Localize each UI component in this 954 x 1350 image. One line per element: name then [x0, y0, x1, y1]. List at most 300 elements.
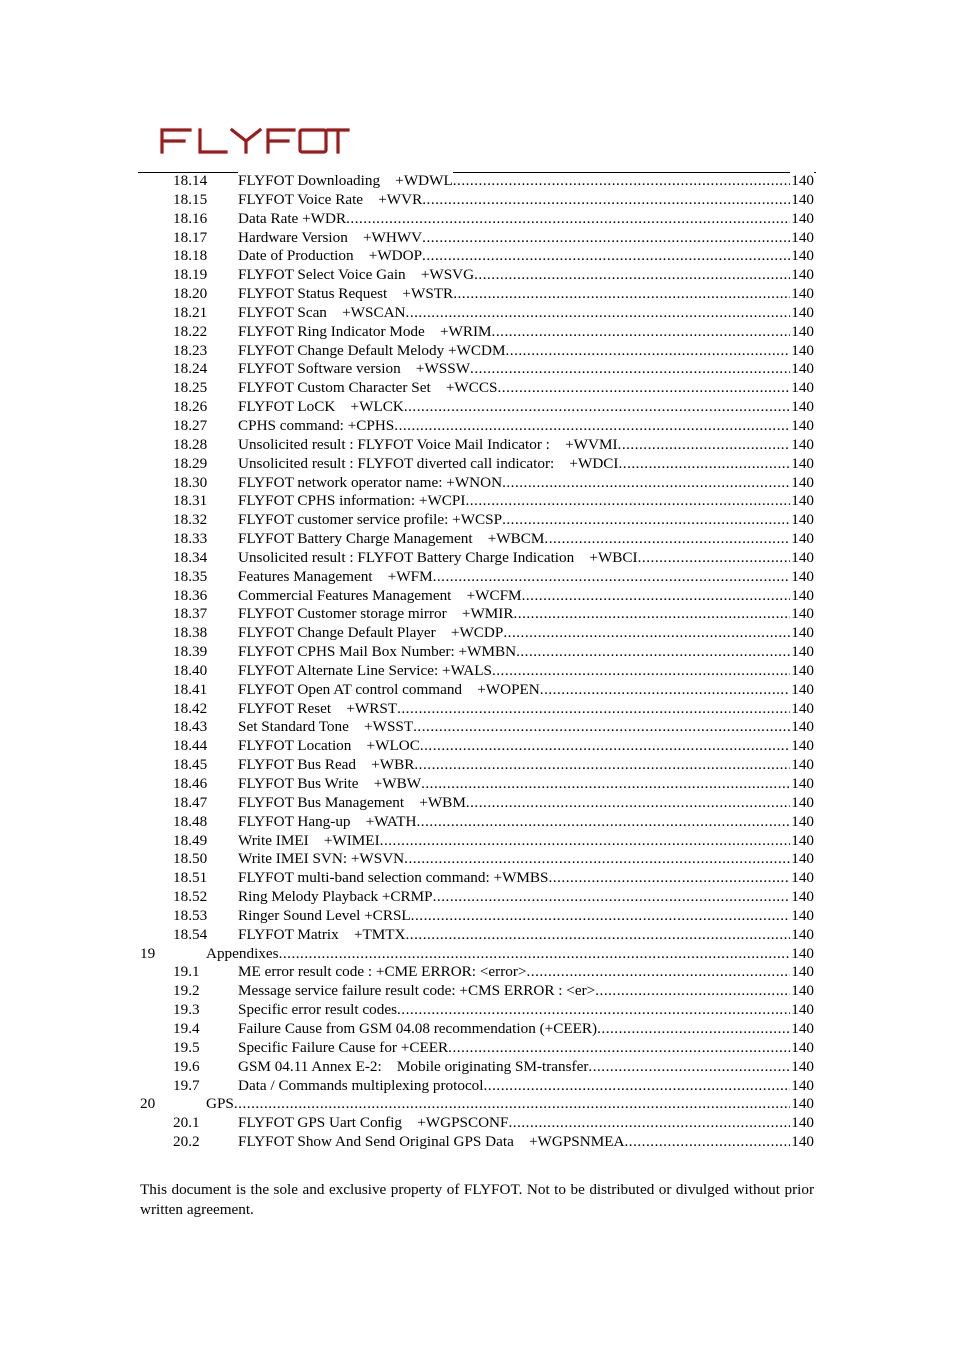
toc-entry-body	[238, 926, 814, 945]
toc-entry-page: 140	[791, 888, 814, 906]
toc-entry-body	[238, 681, 814, 700]
toc-dot-leader	[484, 1077, 791, 1096]
flyfot-logo	[160, 126, 350, 156]
toc-entry[interactable]	[140, 832, 814, 851]
toc-entry-body	[238, 794, 814, 813]
toc-entry-title: FLYFOT Location +WLOC	[238, 737, 420, 755]
toc-entry-body	[238, 549, 814, 568]
toc-entry[interactable]	[140, 869, 814, 888]
toc-entry[interactable]	[140, 511, 814, 530]
toc-entry[interactable]	[140, 718, 814, 737]
toc-dot-leader	[492, 662, 790, 681]
toc-entry-number: 18.26	[173, 398, 208, 416]
toc-entry-number: 18.24	[173, 360, 208, 378]
toc-dot-leader	[544, 530, 790, 549]
toc-dot-leader	[618, 436, 791, 455]
toc-entry-number: 18.37	[173, 605, 208, 623]
toc-entry[interactable]	[140, 191, 814, 210]
toc-entry[interactable]	[140, 850, 814, 869]
toc-entry-page: 140	[791, 756, 814, 774]
toc-entry[interactable]	[140, 1039, 814, 1058]
toc-entry[interactable]	[140, 624, 814, 643]
toc-entry-title: Write IMEI +WIMEI	[238, 831, 380, 849]
toc-entry-number: 18.44	[173, 737, 208, 755]
toc-dot-leader	[516, 643, 790, 662]
toc-entry-body	[238, 718, 814, 737]
toc-entry-page: 140	[791, 850, 814, 868]
toc-entry-body	[238, 511, 814, 530]
toc-entry-body	[238, 417, 814, 436]
toc-entry[interactable]	[140, 474, 814, 493]
toc-entry[interactable]	[140, 492, 814, 511]
toc-entry-title: Ringer Sound Level +CRSL	[238, 906, 411, 924]
toc-entry-body	[238, 869, 814, 888]
toc-entry-number: 18.14	[173, 172, 208, 189]
toc-entry-title: ME error result code : +CME ERROR: <error>	[238, 963, 527, 981]
toc-entry-number: 19.7	[173, 1076, 200, 1094]
toc-dot-leader	[421, 775, 790, 794]
toc-entry-page: 140	[791, 1133, 814, 1151]
toc-entry-body	[238, 756, 814, 775]
toc-entry[interactable]	[140, 342, 814, 361]
toc-entry-page: 140	[791, 530, 814, 548]
toc-entry-page: 140	[791, 925, 814, 943]
toc-entry-title: GSM 04.11 Annex E-2: Mobile originating SM-transfer	[238, 1057, 589, 1075]
toc-dot-leader	[502, 474, 790, 493]
toc-entry-body	[238, 285, 814, 304]
toc-entry-page: 140	[791, 228, 814, 246]
toc-dot-leader	[346, 210, 790, 229]
toc-entry-page: 140	[791, 1114, 814, 1132]
toc-entry-title: Ring Melody Playback +CRMP	[238, 888, 433, 906]
toc-entry-page: 140	[791, 1057, 814, 1075]
toc-entry[interactable]	[140, 888, 814, 907]
toc-entry[interactable]	[140, 982, 814, 1001]
toc-entry-page: 140	[791, 172, 814, 189]
toc-entry-body	[238, 568, 814, 587]
toc-entry-body	[238, 605, 814, 624]
toc-entry[interactable]	[140, 587, 814, 606]
toc-entry-body	[238, 587, 814, 606]
toc-entry-page: 140	[791, 963, 814, 981]
toc-entry-body	[238, 1039, 814, 1058]
toc-entry-title: FLYFOT LoCK +WLCK	[238, 398, 404, 416]
toc-entry-title: FLYFOT Voice Rate +WVR	[238, 190, 423, 208]
toc-entry-page: 140	[791, 379, 814, 397]
toc-entry-body	[238, 813, 814, 832]
toc-dot-leader	[380, 832, 791, 851]
toc-entry-page: 140	[791, 605, 814, 623]
toc-entry-number: 18.45	[173, 756, 208, 774]
toc-entry-title: FLYFOT multi-band selection command: +WMBS	[238, 869, 549, 887]
toc-entry[interactable]	[140, 436, 814, 455]
toc-dot-leader	[394, 417, 790, 436]
toc-entry-number: 18.47	[173, 793, 208, 811]
toc-entry-number: 18.29	[173, 454, 208, 472]
toc-entry-page: 140	[791, 586, 814, 604]
toc-entry-body	[238, 963, 814, 982]
toc-entry[interactable]	[140, 323, 814, 342]
toc-dot-leader	[448, 1039, 790, 1058]
toc-entry-title: Data / Commands multiplexing protocol	[238, 1076, 484, 1094]
toc-dot-leader	[406, 926, 791, 945]
toc-entry-page: 140	[791, 567, 814, 585]
toc-entry[interactable]	[140, 737, 814, 756]
toc-entry[interactable]	[140, 1077, 814, 1096]
toc-entry-title: FLYFOT Matrix +TMTX	[238, 925, 406, 943]
toc-dot-leader	[508, 1114, 790, 1133]
toc-entry[interactable]	[140, 1114, 814, 1133]
toc-entry[interactable]	[140, 813, 814, 832]
toc-entry-page: 140	[791, 775, 814, 792]
toc-dot-leader	[505, 342, 790, 361]
toc-entry[interactable]	[140, 963, 814, 982]
toc-entry-body	[238, 474, 814, 493]
toc-entry[interactable]	[140, 398, 814, 417]
toc-entry-body	[238, 982, 814, 1001]
toc-entry[interactable]	[140, 417, 814, 436]
toc-entry-number: 18.39	[173, 643, 208, 661]
toc-entry-page: 140	[791, 416, 814, 434]
toc-entry-title: FLYFOT Bus Write +WBW	[238, 775, 422, 792]
toc-entry-title: Unsolicited result : FLYFOT diverted call indicator: +WDCI	[238, 454, 619, 472]
toc-entry-title: FLYFOT customer service profile: +WCSP	[238, 511, 503, 529]
toc-entry-title: Message service failure result code: +CMS ERROR : <er>	[238, 982, 596, 1000]
toc-entry-page: 140	[791, 812, 814, 830]
toc-entry-body	[238, 1114, 814, 1133]
toc-entry-title: Failure Cause from GSM 04.08 recommendation (+CEER)	[238, 1019, 598, 1037]
toc-entry-title: FLYFOT Customer storage mirror +WMIR	[238, 605, 514, 623]
toc-dot-leader	[540, 681, 790, 700]
toc-entry-title: FLYFOT Battery Charge Management +WBCM	[238, 530, 545, 548]
toc-entry-title: FLYFOT Downloading +WDWL	[238, 172, 453, 189]
toc-entry[interactable]	[140, 549, 814, 568]
toc-dot-leader	[624, 1133, 790, 1152]
confidentiality-notice: This document is the sole and exclusive property of FLYFOT. Not to be distributed or divulged without prior written agreement.	[140, 1181, 814, 1218]
toc-entry-title: CPHS command: +CPHS	[238, 416, 395, 434]
toc-entry-title: Write IMEI SVN: +WSVN	[238, 850, 405, 868]
toc-dot-leader	[492, 323, 791, 342]
toc-entry-title: FLYFOT Hang-up +WATH	[238, 812, 417, 830]
toc-entry-page: 140	[791, 435, 814, 453]
toc-entry-title: FLYFOT Bus Read +WBR	[238, 756, 415, 774]
toc-dot-leader	[416, 813, 790, 832]
toc-entry-title: FLYFOT network operator name: +WNON	[238, 473, 503, 491]
toc-entry-body	[238, 455, 814, 474]
toc-entry-body	[238, 266, 814, 285]
toc-entry-body	[238, 210, 814, 229]
toc-entry-body	[206, 1095, 814, 1114]
toc-entry-title: Specific Failure Cause for +CEER	[238, 1038, 449, 1056]
toc-entry-title: Unsolicited result : FLYFOT Voice Mail Indicator : +WVMI	[238, 435, 618, 453]
toc-entry-body	[238, 1058, 814, 1077]
toc-entry-body	[238, 643, 814, 662]
toc-entry-page: 140	[791, 944, 814, 962]
toc-entry-body	[238, 172, 814, 191]
toc-entry-page: 140	[791, 718, 814, 736]
toc-entry[interactable]	[140, 926, 814, 945]
toc-entry-page: 140	[791, 737, 814, 755]
toc-entry-number: 18.53	[173, 906, 208, 924]
toc-entry-page: 140	[791, 982, 814, 1000]
toc-dot-leader	[503, 624, 790, 643]
toc-entry[interactable]	[140, 907, 814, 926]
toc-entry-number: 19.6	[173, 1057, 200, 1075]
toc-entry-title: FLYFOT Scan +WSCAN	[238, 303, 406, 321]
toc-entry-body	[238, 229, 814, 248]
toc-entry-body	[238, 530, 814, 549]
toc-entry-page: 140	[791, 680, 814, 698]
toc-entry-number: 18.46	[173, 775, 208, 792]
toc-entry[interactable]	[140, 379, 814, 398]
toc-entry-title: FLYFOT Select Voice Gain +WSVG	[238, 266, 475, 284]
toc-entry-number: 18.22	[173, 322, 208, 340]
toc-entry-number: 18.31	[173, 492, 208, 510]
toc-entry-number: 18.28	[173, 435, 208, 453]
toc-entry[interactable]	[140, 530, 814, 549]
toc-entry-body	[238, 492, 814, 511]
toc-entry-page: 140	[791, 793, 814, 811]
toc-entry-title: FLYFOT Software version +WSSW	[238, 360, 471, 378]
toc-entry-page: 140	[791, 303, 814, 321]
toc-dot-leader	[549, 869, 791, 888]
toc-entry-number: 18.48	[173, 812, 208, 830]
toc-dot-leader	[588, 1058, 790, 1077]
toc-entry-title: Set Standard Tone +WSST	[238, 718, 414, 736]
toc-dot-leader	[234, 1095, 790, 1114]
toc-entry-body	[238, 191, 814, 210]
toc-entry-page: 140	[791, 247, 814, 265]
toc-entry-body	[238, 850, 814, 869]
toc-dot-leader	[422, 229, 790, 248]
toc-entry-number: 20	[140, 1095, 156, 1113]
toc-entry-body	[238, 775, 814, 794]
toc-entry[interactable]	[140, 643, 814, 662]
toc-entry-page: 140	[791, 548, 814, 566]
toc-entry-page: 140	[791, 699, 814, 717]
toc-entry-number: 19	[140, 944, 156, 962]
toc-dot-leader	[279, 945, 791, 964]
toc-entry-body	[238, 304, 814, 323]
toc-entry-number: 18.49	[173, 831, 208, 849]
toc-entry-body	[238, 398, 814, 417]
toc-entry-title: FLYFOT CPHS Mail Box Number: +WMBN	[238, 643, 517, 661]
toc-entry-number: 18.38	[173, 624, 208, 642]
toc-entry-number: 18.23	[173, 341, 208, 359]
toc-entry-number: 18.16	[173, 209, 208, 227]
toc-entry-number: 18.27	[173, 416, 208, 434]
toc-entry-title: FLYFOT Custom Character Set +WCCS	[238, 379, 498, 397]
toc-entry-page: 140	[791, 1095, 814, 1113]
toc-entry-number: 18.34	[173, 548, 208, 566]
toc-entry[interactable]	[140, 794, 814, 813]
toc-entry-number: 18.15	[173, 190, 208, 208]
toc-entry-number: 20.1	[173, 1114, 200, 1132]
toc-entry-page: 140	[791, 1001, 814, 1019]
toc-dot-leader	[502, 511, 790, 530]
toc-entry-page: 140	[791, 1038, 814, 1056]
toc-entry-body	[238, 1077, 814, 1096]
toc-entry-body	[238, 323, 814, 342]
toc-dot-leader	[466, 794, 790, 813]
toc-entry[interactable]	[140, 1020, 814, 1039]
toc-entry-number: 18.52	[173, 888, 208, 906]
toc-entry-number: 18.30	[173, 473, 208, 491]
toc-dot-leader	[513, 605, 790, 624]
toc-entry-body	[238, 907, 814, 926]
toc-entry-number: 18.33	[173, 530, 208, 548]
toc-entry-title: FLYFOT Change Default Melody +WCDM	[238, 341, 506, 359]
toc-entry[interactable]	[140, 360, 814, 379]
toc-entry[interactable]	[140, 455, 814, 474]
toc-dot-leader	[526, 963, 790, 982]
toc-entry-number: 19.3	[173, 1001, 200, 1019]
toc-entry-body	[238, 1020, 814, 1039]
toc-entry-title: FLYFOT Reset +WRST	[238, 699, 398, 717]
toc-entry-page: 140	[791, 473, 814, 491]
toc-entry-page: 140	[791, 1076, 814, 1094]
toc-entry-page: 140	[791, 661, 814, 679]
toc-entry[interactable]	[140, 568, 814, 587]
toc-entry-page: 140	[791, 906, 814, 924]
toc-entry-title: FLYFOT Status Request +WSTR	[238, 285, 454, 303]
toc-entry-number: 18.32	[173, 511, 208, 529]
toc-entry-body	[238, 700, 814, 719]
toc-entry[interactable]	[140, 1058, 814, 1077]
toc-dot-leader	[397, 700, 790, 719]
toc-entry[interactable]	[140, 681, 814, 700]
toc-dot-leader	[597, 1020, 790, 1039]
toc-entry-title: FLYFOT CPHS information: +WCPI	[238, 492, 466, 510]
toc-entry-page: 140	[791, 285, 814, 303]
toc-entry-title: Specific error result codes	[238, 1001, 397, 1019]
toc-entry-title: Date of Production +WDOP	[238, 247, 423, 265]
toc-entry-page: 140	[791, 643, 814, 661]
toc-entry-number: 18.40	[173, 661, 208, 679]
toc-entry-number: 18.20	[173, 285, 208, 303]
toc-entry[interactable]	[140, 1001, 814, 1020]
toc-entry-page: 140	[791, 511, 814, 529]
toc-entry[interactable]	[140, 662, 814, 681]
toc-dot-leader	[433, 888, 791, 907]
toc-entry[interactable]	[140, 775, 814, 794]
toc-dot-leader	[453, 172, 790, 191]
toc-entry-title: Features Management +WFM	[238, 567, 433, 585]
toc-entry[interactable]	[140, 172, 814, 191]
table-of-contents	[140, 172, 814, 1152]
toc-entry-body	[238, 1133, 814, 1152]
toc-entry[interactable]	[140, 605, 814, 624]
toc-entry[interactable]	[140, 1133, 814, 1152]
toc-dot-leader	[522, 587, 791, 606]
toc-entry-title: FLYFOT Open AT control command +WOPEN	[238, 680, 540, 698]
toc-entry[interactable]	[140, 1095, 814, 1114]
toc-entry-page: 140	[791, 266, 814, 284]
toc-entry-title: FLYFOT Bus Management +WBM	[238, 793, 466, 811]
toc-dot-leader	[474, 266, 790, 285]
toc-entry-body	[238, 379, 814, 398]
toc-entry-number: 18.41	[173, 680, 208, 698]
toc-entry-number: 20.2	[173, 1133, 200, 1151]
toc-dot-leader	[414, 756, 790, 775]
toc-entry[interactable]	[140, 756, 814, 775]
toc-entry-number: 18.18	[173, 247, 208, 265]
toc-entry-title: FLYFOT Alternate Line Service: +WALS	[238, 661, 492, 679]
toc-entry-title: FLYFOT Ring Indicator Mode +WRIM	[238, 322, 492, 340]
toc-entry-body	[238, 436, 814, 455]
toc-dot-leader	[413, 718, 790, 737]
toc-entry-body	[238, 832, 814, 851]
toc-entry-page: 140	[791, 1019, 814, 1037]
toc-entry-title: Unsolicited result : FLYFOT Battery Charge Indication +WBCI	[238, 548, 638, 566]
toc-entry-body	[238, 1001, 814, 1020]
toc-entry[interactable]	[140, 945, 814, 964]
toc-entry-page: 140	[791, 624, 814, 642]
toc-entry-number: 18.36	[173, 586, 208, 604]
toc-entry-title: Data Rate +WDR	[238, 209, 347, 227]
toc-dot-leader	[422, 247, 790, 266]
toc-entry[interactable]	[140, 266, 814, 285]
toc-dot-leader	[497, 379, 790, 398]
toc-dot-leader	[595, 982, 790, 1001]
toc-entry-title: FLYFOT Change Default Player +WCDP	[238, 624, 504, 642]
toc-entry[interactable]	[140, 700, 814, 719]
toc-entry[interactable]	[140, 247, 814, 266]
toc-entry-page: 140	[791, 341, 814, 359]
toc-entry-title: FLYFOT GPS Uart Config +WGPSCONF	[238, 1114, 509, 1132]
toc-entry-number: 19.5	[173, 1038, 200, 1056]
toc-dot-leader	[411, 907, 791, 926]
toc-entry-body	[238, 360, 814, 379]
toc-entry-number: 18.42	[173, 699, 208, 717]
toc-entry-page: 140	[791, 454, 814, 472]
toc-entry-number: 18.50	[173, 850, 208, 868]
toc-entry-body	[238, 247, 814, 266]
toc-entry-number: 18.19	[173, 266, 208, 284]
toc-entry-page: 140	[791, 398, 814, 416]
toc-entry[interactable]	[140, 285, 814, 304]
toc-dot-leader	[406, 304, 791, 323]
toc-entry-body	[238, 662, 814, 681]
toc-dot-leader	[470, 360, 790, 379]
toc-dot-leader	[465, 492, 790, 511]
toc-dot-leader	[420, 737, 790, 756]
toc-dot-leader	[397, 1001, 790, 1020]
toc-entry-number: 18.51	[173, 869, 208, 887]
toc-entry-page: 140	[791, 322, 814, 340]
toc-entry-body	[238, 888, 814, 907]
toc-dot-leader	[404, 850, 790, 869]
toc-dot-leader	[618, 455, 790, 474]
toc-dot-leader	[433, 568, 791, 587]
toc-entry-number: 18.43	[173, 718, 208, 736]
toc-entry-page: 140	[791, 360, 814, 378]
toc-entry-title: FLYFOT Show And Send Original GPS Data +WGPSNMEA	[238, 1133, 625, 1151]
toc-entry-title: Appendixes	[206, 944, 279, 962]
toc-entry[interactable]	[140, 304, 814, 323]
toc-entry-page: 140	[791, 190, 814, 208]
toc-entry-title: GPS	[206, 1095, 234, 1113]
toc-entry-number: 19.4	[173, 1019, 200, 1037]
toc-entry-body	[238, 737, 814, 756]
toc-entry-body	[206, 945, 814, 964]
toc-entry[interactable]	[140, 229, 814, 248]
toc-entry-body	[238, 624, 814, 643]
toc-entry-number: 18.21	[173, 303, 208, 321]
toc-entry[interactable]	[140, 210, 814, 229]
toc-entry-title: Commercial Features Management +WCFM	[238, 586, 522, 604]
toc-dot-leader	[404, 398, 790, 417]
